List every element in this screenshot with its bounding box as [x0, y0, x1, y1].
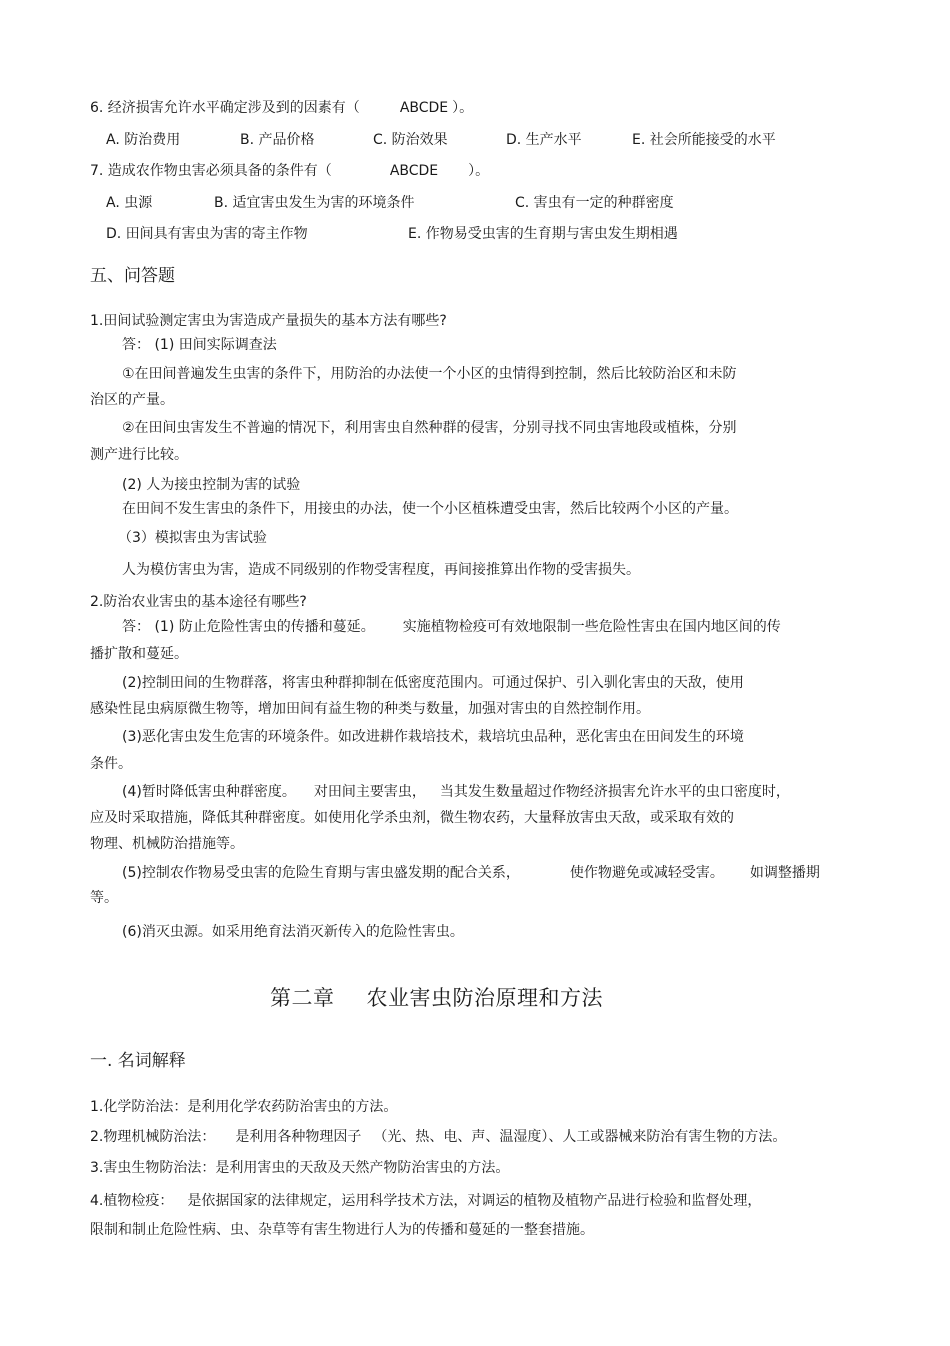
qa2-item-text: 使作物避免或减轻受害。: [569, 865, 724, 881]
qa1-subheading: (2) 人为接虫控制为害的试验: [122, 477, 301, 493]
term-text: 是依据国家的法律规定，运用科学技术方法，对调运的植物及植物产品进行检验和监督处理，: [187, 1193, 762, 1209]
answer-text: ABCDE: [389, 163, 439, 179]
qa2-item: (3)恶化害虫发生危害的环境条件。如改进耕作栽培技术，栽培坑虫品种，恶化害虫在田间发生的环境: [122, 729, 744, 745]
term-2: [90, 1128, 786, 1146]
qa2-item-text: 对田间主要害虫，: [313, 784, 426, 800]
option-a: A. 防治费用: [106, 132, 181, 148]
qa2-question: 2.防治农业害虫的基本途径有哪些?: [90, 594, 307, 610]
qa1-paragraph: ①在田间普遍发生虫害的条件下，用防治的办法使一个小区的虫情得到控制，然后比较防治区和未防: [122, 366, 737, 382]
qa1-paragraph: ②在田间虫害发生不普遍的情况下，利用害虫自然种群的侵害，分别寻找不同虫害地段或植株，分别: [122, 420, 737, 436]
qa1-answer-heading: 答： (1) 田间实际调查法: [122, 337, 277, 353]
qa2-item-cont: 感染性昆虫病原微生物等，增加田间有益生物的种类与数量，加强对害虫的自然控制作用。: [90, 701, 650, 717]
term-text: （光、热、电、声、温湿度）、人工或器械来防治有害生物的方法。: [373, 1129, 787, 1145]
qa2-answer-cont: 播扩散和蔓延。: [90, 646, 188, 662]
chapter-title: 农业害虫防治原理和方法: [366, 986, 603, 1010]
qa2-item: [122, 864, 820, 882]
qa2-item-cont: 应及时采取措施，降低其种群密度。如使用化学杀虫剂，微生物农药，大量释放害虫天敌，或采取有效的: [90, 810, 734, 826]
qa2-item-text: 当其发生数量超过作物经济损害允许水平的虫口密度时，: [439, 784, 790, 800]
question-6: [90, 99, 473, 117]
term-text: 4.植物检疫：: [90, 1193, 174, 1209]
option-c: C. 防治效果: [373, 132, 448, 148]
qa2-item: (2)控制田间的生物群落，将害虫种群抑制在低密度范围内。可通过保护、引入驯化害虫的天敌，使用: [122, 675, 744, 691]
qa2-answer-text: 实施植物检疫可有效地限制一些危险性害虫在国内地区间的传: [402, 619, 781, 635]
qa1-paragraph: 人为模仿害虫为害，造成不同级别的作物受害程度，再间接推算出作物的受害损失。: [122, 562, 640, 578]
section-heading: 一. 名词解释: [90, 1051, 186, 1071]
qa2-item: (6)消灭虫源。如采用绝育法消灭新传入的危险性害虫。: [122, 924, 464, 940]
chapter-number: 第二章: [270, 986, 335, 1010]
term-3: 3.害虫生物防治法：是利用害虫的天敌及天然产物防治害虫的方法。: [90, 1160, 510, 1176]
qa1-question: 1.田间试验测定害虫为害造成产量损失的基本方法有哪些?: [90, 313, 447, 329]
option-b: B. 产品价格: [240, 132, 315, 148]
chapter-heading: [270, 985, 603, 1011]
term-4-cont: 限制和制止危险性病、虫、杂草等有害生物进行人为的传播和蔓延的一整套措施。: [90, 1222, 594, 1238]
qa2-answer-text: 答： (1) 防止危险性害虫的传播和蔓延。: [122, 619, 375, 635]
option-d: D. 田间具有害虫为害的寄主作物: [106, 226, 308, 242]
term-1: 1.化学防治法：是利用化学农药防治害虫的方法。: [90, 1099, 398, 1115]
question-close: ）。: [452, 100, 474, 116]
qa2-item-cont: 条件。: [90, 756, 132, 772]
qa2-item: [122, 783, 790, 801]
answer-text: ABCDE: [399, 100, 449, 116]
option-c: C. 害虫有一定的种群密度: [515, 195, 674, 211]
term-4: [90, 1192, 761, 1210]
option-a: A. 虫源: [106, 195, 153, 211]
qa1-subheading: （3）模拟害虫为害试验: [118, 530, 267, 546]
qa2-item-cont: 等。: [90, 890, 118, 906]
section-heading: 五、问答题: [90, 266, 175, 286]
question-stem: 7. 造成农作物虫害必须具备的条件有（: [90, 163, 332, 179]
term-text: 2.物理机械防治法：: [90, 1129, 216, 1145]
option-b: B. 适宜害虫发生为害的环境条件: [214, 195, 415, 211]
qa1-paragraph: 在田间不发生害虫的条件下，用接虫的办法，使一个小区植株遭受虫害，然后比较两个小区的产量。: [122, 501, 738, 517]
option-e: E. 作物易受虫害的生育期与害虫发生期相遇: [408, 226, 678, 242]
question-stem: 6. 经济损害允许水平确定涉及到的因素有（: [90, 100, 360, 116]
qa2-item-text: (4)暂时降低害虫种群密度。: [122, 784, 296, 800]
qa1-paragraph-cont: 测产进行比较。: [90, 447, 188, 463]
term-text: 是利用各种物理因子: [235, 1129, 362, 1145]
option-d: D. 生产水平: [506, 132, 582, 148]
qa2-item-text: 如调整播期: [749, 865, 820, 881]
question-7: [90, 162, 489, 180]
question-close: ）。: [468, 163, 490, 179]
qa2-item-cont: 物理、机械防治措施等。: [90, 836, 244, 852]
option-e: E. 社会所能接受的水平: [632, 132, 776, 148]
qa2-item-text: (5)控制农作物易受虫害的危险生育期与害虫盛发期的配合关系，: [122, 865, 520, 881]
qa2-answer-line: [122, 618, 781, 636]
qa1-paragraph-cont: 治区的产量。: [90, 392, 174, 408]
